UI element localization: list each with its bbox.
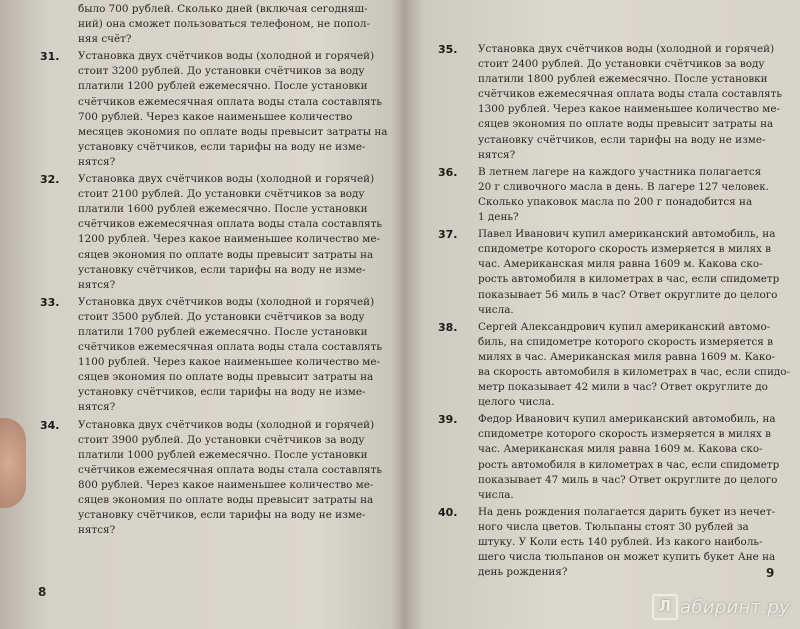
text-line: нятся? bbox=[78, 155, 116, 168]
left-problem-list bbox=[40, 49, 418, 538]
text-line: сяцев экономия по оплате воды превысит затраты на bbox=[78, 371, 374, 384]
problem-number: 32. bbox=[40, 173, 60, 187]
right-problem-list bbox=[438, 42, 791, 580]
problem-text bbox=[478, 227, 779, 318]
text-line: ва скорость автомобиля в километрах в час, если спидо- bbox=[478, 365, 791, 378]
problem-item bbox=[40, 172, 418, 293]
problem-text bbox=[78, 295, 418, 416]
text-line: милях в час. Американская миля равна 1609 м. Како- bbox=[478, 350, 776, 363]
watermark-text: абиринт.ру bbox=[680, 596, 791, 618]
text-line: штуку. У Коли есть 140 рублей. Из какого наиболь- bbox=[478, 536, 763, 548]
text-line: Установка двух счётчиков воды (холодной и горячей) bbox=[78, 50, 375, 63]
text-line: В летнем лагере на каждого участника полагается bbox=[478, 165, 762, 178]
text-line: час. Американская миля равна 1609 м. Какова ско- bbox=[478, 258, 763, 271]
problem-number: 37. bbox=[438, 228, 458, 242]
page-number-right: 9 bbox=[766, 566, 775, 580]
problem-text bbox=[478, 165, 778, 225]
problem-number: 31. bbox=[40, 50, 60, 64]
text-line: биль, на спидометре которого скорость измеряется в bbox=[478, 335, 773, 348]
problem-item bbox=[438, 42, 783, 163]
text-line: рость автомобиля в километрах в час, если спидометр bbox=[478, 458, 780, 471]
text-line: 700 рублей. Через какое наименьшее количество bbox=[78, 110, 353, 123]
text-line: 20 г сливочного масла в день. В лагере 127 человек. bbox=[478, 180, 770, 193]
problem-item bbox=[438, 165, 778, 225]
problem-text bbox=[78, 418, 418, 539]
watermark-logo-icon: Л bbox=[652, 594, 678, 620]
text-line: целого числа. bbox=[478, 396, 555, 409]
problem-item bbox=[40, 418, 418, 539]
text-line: Павел Иванович купил американский автомобиль, на bbox=[478, 228, 776, 241]
text-line: установку счётчиков, если тарифы на воду не изме- bbox=[78, 263, 366, 276]
problem-text bbox=[478, 412, 779, 503]
text-line: было 700 рублей. Сколько дней (включая сегодняш- bbox=[78, 3, 368, 15]
text-line: На день рождения полагается дарить букет из нечет- bbox=[478, 505, 776, 518]
problem-item bbox=[438, 320, 791, 411]
text-line: установку счётчиков, если тарифы на воду не изме- bbox=[78, 386, 366, 399]
text-line: 1200 рублей. Через какое наименьшее количество ме- bbox=[78, 233, 381, 246]
left-page bbox=[40, 2, 418, 540]
text-line: стоит 2100 рублей. До установки счётчиков за воду bbox=[78, 188, 365, 201]
text-line: нятся? bbox=[78, 524, 116, 537]
text-line: Федор Иванович купил американский автомобиль, на bbox=[478, 413, 776, 426]
text-line: счётчиков ежемесячная оплата воды стала составлять bbox=[78, 218, 383, 231]
problem-number: 35. bbox=[438, 43, 458, 56]
text-line: установку счётчиков, если тарифы на воду не изме- bbox=[478, 133, 766, 146]
text-line: платили 1600 рублей ежемесячно. После установки bbox=[78, 203, 368, 216]
text-line: метр показывает 42 мили в час? Ответ округлите до bbox=[478, 381, 768, 394]
text-line: установку счётчиков, если тарифы на воду не изме- bbox=[78, 509, 366, 522]
text-line: показывает 47 миль в час? Ответ округлите до целого bbox=[478, 473, 778, 486]
text-line: стоит 2400 рублей. До установки счётчиков за воду bbox=[478, 58, 765, 71]
text-line: стоит 3900 рублей. До установки счётчиков за воду bbox=[78, 433, 365, 446]
text-line: счётчиков ежемесячная оплата воды стала составлять bbox=[78, 341, 383, 354]
problem-number: 39. bbox=[438, 413, 458, 427]
text-line: сяцев экономия по оплате воды превысит затраты на bbox=[478, 118, 774, 131]
text-line: счётчиков ежемесячная оплата воды стала составлять bbox=[78, 463, 383, 476]
problem-item bbox=[438, 505, 778, 580]
text-line: няя счёт? bbox=[78, 33, 132, 46]
text-line: спидометре которого скорость измеряется в милях в bbox=[478, 428, 772, 441]
problem-number: 34. bbox=[40, 418, 60, 432]
text-line: Установка двух счётчиков воды (холодной и горячей) bbox=[78, 173, 375, 186]
continuation-text bbox=[40, 2, 418, 47]
problem-text bbox=[78, 49, 418, 170]
text-line: счётчиков ежемесячная оплата воды стала составлять bbox=[78, 95, 383, 108]
text-line: 1100 рублей. Через какое наименьшее количество ме- bbox=[78, 356, 381, 369]
problem-item bbox=[438, 227, 778, 318]
text-line: ний) она сможет пользоваться телефоном, не попол- bbox=[78, 18, 370, 31]
text-line: стоит 3500 рублей. До установки счётчиков за воду bbox=[78, 310, 365, 323]
page-number-left: 8 bbox=[38, 585, 47, 599]
problem-item bbox=[438, 412, 778, 503]
text-line: счётчиков ежемесячная оплата воды стала составлять bbox=[478, 88, 783, 101]
text-line: рость автомобиля в километрах в час, если спидометр bbox=[478, 273, 780, 286]
text-line: платили 1000 рублей ежемесячно. После установки bbox=[78, 448, 368, 461]
text-line: нятся? bbox=[78, 278, 116, 291]
text-line: Сколько упаковок масла по 200 г понадобится на bbox=[478, 195, 753, 208]
text-line: нятся? bbox=[78, 401, 116, 414]
text-line: ного числа цветов. Тюльпаны стоят 30 рублей за bbox=[478, 520, 749, 533]
problem-number: 38. bbox=[438, 320, 458, 334]
problem-item bbox=[40, 295, 418, 416]
text-line: день рождения? bbox=[478, 566, 568, 579]
thumb bbox=[0, 418, 26, 508]
text-line: Установка двух счётчиков воды (холодной и горячей) bbox=[78, 418, 375, 431]
right-page bbox=[438, 42, 791, 582]
problem-item bbox=[40, 49, 418, 170]
problem-number: 33. bbox=[40, 295, 60, 309]
text-line: 800 рублей. Через какое наименьшее количество ме- bbox=[78, 478, 374, 491]
text-line: платили 1200 рублей ежемесячно. После установки bbox=[78, 80, 368, 93]
problem-text bbox=[78, 172, 418, 293]
text-line: шего числа тюльпанов он может купить букет Ане на bbox=[478, 551, 776, 564]
text-line: сяцев экономия по оплате воды превысит затраты на bbox=[78, 494, 374, 506]
text-line: платили 1800 рублей ежемесячно. После установки bbox=[478, 73, 768, 86]
problem-number: 40. bbox=[438, 505, 458, 519]
text-line: 1 день? bbox=[478, 211, 519, 224]
text-line: Сергей Александрович купил американский автомо- bbox=[478, 320, 771, 333]
problem-text bbox=[478, 42, 782, 163]
text-line: стоит 3200 рублей. До установки счётчиков за воду bbox=[78, 65, 365, 78]
text-line: установку счётчиков, если тарифы на воду не изме- bbox=[78, 140, 366, 153]
problem-text bbox=[478, 320, 790, 411]
text-line: числа. bbox=[478, 303, 514, 316]
text-line: час. Американская миля равна 1609 м. Какова ско- bbox=[478, 443, 763, 456]
text-line: показывает 56 миль в час? Ответ округлите до целого bbox=[478, 288, 778, 301]
text-line: месяцев экономия по оплате воды превысит затраты на bbox=[78, 125, 388, 138]
watermark bbox=[652, 594, 790, 620]
text-line: Установка двух счётчиков воды (холодной и горячей) bbox=[78, 295, 375, 308]
text-line: числа. bbox=[478, 488, 514, 501]
text-line: нятся? bbox=[478, 148, 516, 161]
text-line: сяцев экономия по оплате воды превысит затраты на bbox=[78, 248, 374, 261]
problem-text bbox=[478, 505, 778, 580]
problem-number: 36. bbox=[438, 165, 458, 179]
text-line: спидометре которого скорость измеряется в милях в bbox=[478, 243, 772, 256]
text-line: платили 1700 рублей ежемесячно. После установки bbox=[78, 325, 368, 338]
text-line: Установка двух счётчиков воды (холодной и горячей) bbox=[478, 43, 775, 55]
text-line: 1300 рублей. Через какое наименьшее количество ме- bbox=[478, 103, 781, 116]
